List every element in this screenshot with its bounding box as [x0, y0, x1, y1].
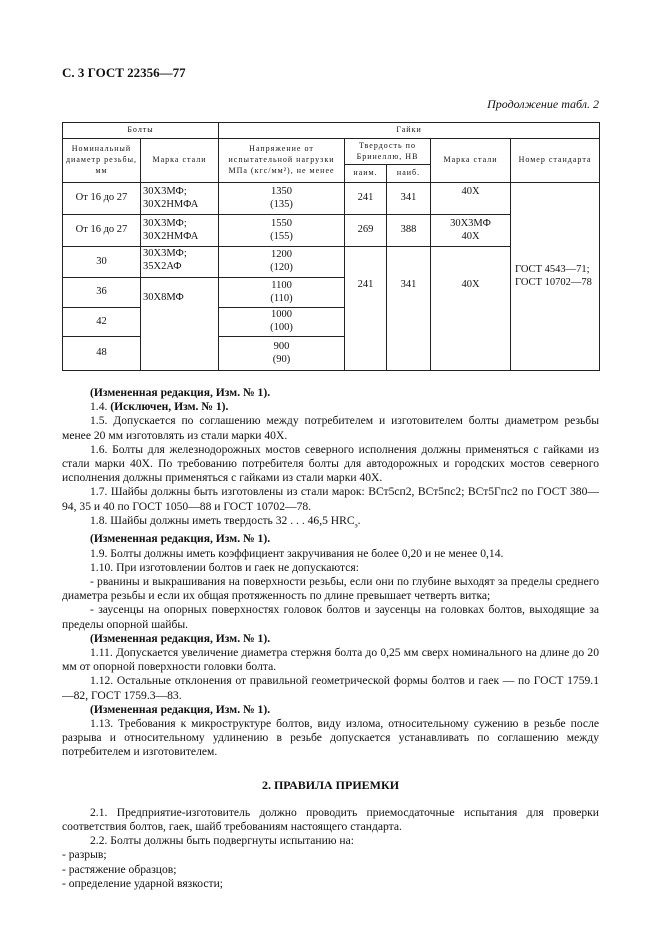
header-diameter: Номинальный диаметр резьбы, мм	[63, 139, 141, 183]
page-header: С. 3 ГОСТ 22356—77	[62, 65, 186, 80]
cell-stress: 1350 (135)	[219, 183, 345, 215]
paragraph: 1.9. Болты должны иметь коэффициент закручивания не более 0,20 и не менее 0,14.	[90, 546, 504, 560]
cell-stress: 1100 (110)	[219, 278, 345, 308]
cell-stress: 900 (90)	[219, 337, 345, 371]
header-stress: Напряжение от испытательной нагрузки МПа (кгс/мм²), не менее	[219, 139, 345, 183]
table-row	[63, 183, 600, 215]
cell-hmin-merged: 241	[345, 247, 387, 371]
cell-diameter: 48	[63, 337, 141, 371]
cell-diameter: От 16 до 27	[63, 215, 141, 247]
header-hmax: наиб.	[387, 165, 431, 183]
cell-steel: 30Х3МФ; 30Х2НМФА	[141, 183, 219, 215]
cell-hmax: 341	[387, 183, 431, 215]
paragraph: 1.11. Допускается увеличение диаметра стержня болта до 0,25 мм сверх номинального на длине до 20 мм от опорной поверхности головки болта.	[62, 645, 599, 674]
header-hmin: наим.	[345, 165, 387, 183]
cell-steel: 30Х3МФ; 35Х2АФ	[141, 247, 219, 278]
bolts-nuts-table	[62, 122, 600, 371]
cell-diameter: От 16 до 27	[63, 183, 141, 215]
cell-stress: 1550 (155)	[219, 215, 345, 247]
cell-hmin: 269	[345, 215, 387, 247]
header-standard: Номер стандарта	[511, 139, 600, 183]
header-bolts: Болты	[63, 123, 219, 139]
cell-steel-merged: 30Х8МФ	[141, 278, 219, 371]
amendment-note: (Измененная редакция, Изм. № 1).	[90, 631, 271, 645]
cell-nut-steel: 30Х3МФ 40Х	[431, 215, 511, 247]
paragraph: 1.10. При изготовлении болтов и гаек не допускаются:	[90, 560, 359, 574]
header-nuts: Гайки	[219, 123, 600, 139]
cell-diameter: 30	[63, 247, 141, 278]
cell-diameter: 42	[63, 308, 141, 337]
cell-stress: 1200 (120)	[219, 247, 345, 278]
cell-standard: ГОСТ 4543—71; ГОСТ 10702—78	[511, 183, 600, 371]
paragraph: 1.4. (Исключен, Изм. № 1).	[90, 400, 229, 414]
cell-hmin: 241	[345, 183, 387, 215]
paragraph: 1.13. Требования к микроструктуре болтов, виду излома, относительному сужению в резьбе после разрыва и относительному удлинению в резьбе допускается устанавливать по соглашению между потребителем и изготовителем.	[62, 716, 599, 759]
cell-hmax: 388	[387, 215, 431, 247]
list-item: - разрыв;	[62, 848, 107, 862]
cell-nut-steel-merged: 40Х	[431, 247, 511, 371]
list-item: - растяжение образцов;	[62, 862, 177, 876]
list-item: - определение ударной вязкости;	[62, 876, 223, 890]
paragraph: 1.6. Болты для железнодорожных мостов северного исполнения должны применяться с гайками из стали марки 40Х. По требованию потребителя болты для автодорожных и городских мостов северного исполнения должны применяться с гайками из стали марки 40Х.	[62, 442, 599, 485]
paragraph: 1.5. Допускается по соглашению между потребителем и изготовителем болты диаметром резьбы менее 20 мм изготовлять из стали марки 40Х.	[62, 414, 599, 442]
table-continuation-label: Продолжение табл. 2	[487, 97, 599, 111]
document-body	[62, 386, 599, 891]
amendment-note: (Измененная редакция, Изм. № 1).	[90, 532, 271, 546]
amendment-note: (Измененная редакция, Изм. № 1).	[90, 702, 271, 716]
cell-stress: 1000 (100)	[219, 308, 345, 337]
header-hardness: Твердость по Бринеллю, НВ	[345, 139, 431, 165]
cell-hmax-merged: 341	[387, 247, 431, 371]
header-steel: Марка стали	[141, 139, 219, 183]
paragraph: 1.8. Шайбы должны иметь твердость 32 . . . 46,5 $HRC_э$.	[90, 513, 361, 530]
header-nut-steel: Марка стали	[431, 139, 511, 183]
paragraph: 2.2. Болты должны быть подвергнуты испытанию на:	[90, 834, 354, 848]
section-heading: 2. ПРАВИЛА ПРИЕМКИ	[261, 777, 400, 792]
paragraph: - рванины и выкрашивания на поверхности резьбы, если они по глубине выходят за пределы среднего диаметра резьбы и если их общая протяженность по длине превышает четверть витка;	[62, 574, 599, 603]
paragraph: 1.12. Остальные отклонения от правильной геометрической формы болтов и гаек — по ГОСТ 1759.1—82, ГОСТ 1759.3—83.	[62, 674, 599, 702]
amendment-note: (Измененная редакция, Изм. № 1).	[90, 386, 271, 399]
paragraph: - заусенцы на опорных поверхностях головок болтов и заусенцы на головках болтов, выходящие за пределы опорной шайбы.	[62, 603, 599, 631]
paragraph: 1.7. Шайбы должны быть изготовлены из стали марок: ВСт5сп2, ВСт5пс2; ВСт5Гпс2 по ГОСТ 380—94, 35 и 40 по ГОСТ 1050—88 и ГОСТ 10702—78.	[62, 485, 599, 513]
cell-diameter: 36	[63, 278, 141, 308]
paragraph: 2.1. Предприятие-изготовитель должно проводить приемосдаточные испытания для проверки соответствия болтов, гаек, шайб требованиям настоящего стандарта.	[62, 805, 599, 833]
cell-nut-steel: 40Х	[431, 183, 511, 215]
cell-steel: 30Х3МФ; 30Х2НМФА	[141, 215, 219, 247]
